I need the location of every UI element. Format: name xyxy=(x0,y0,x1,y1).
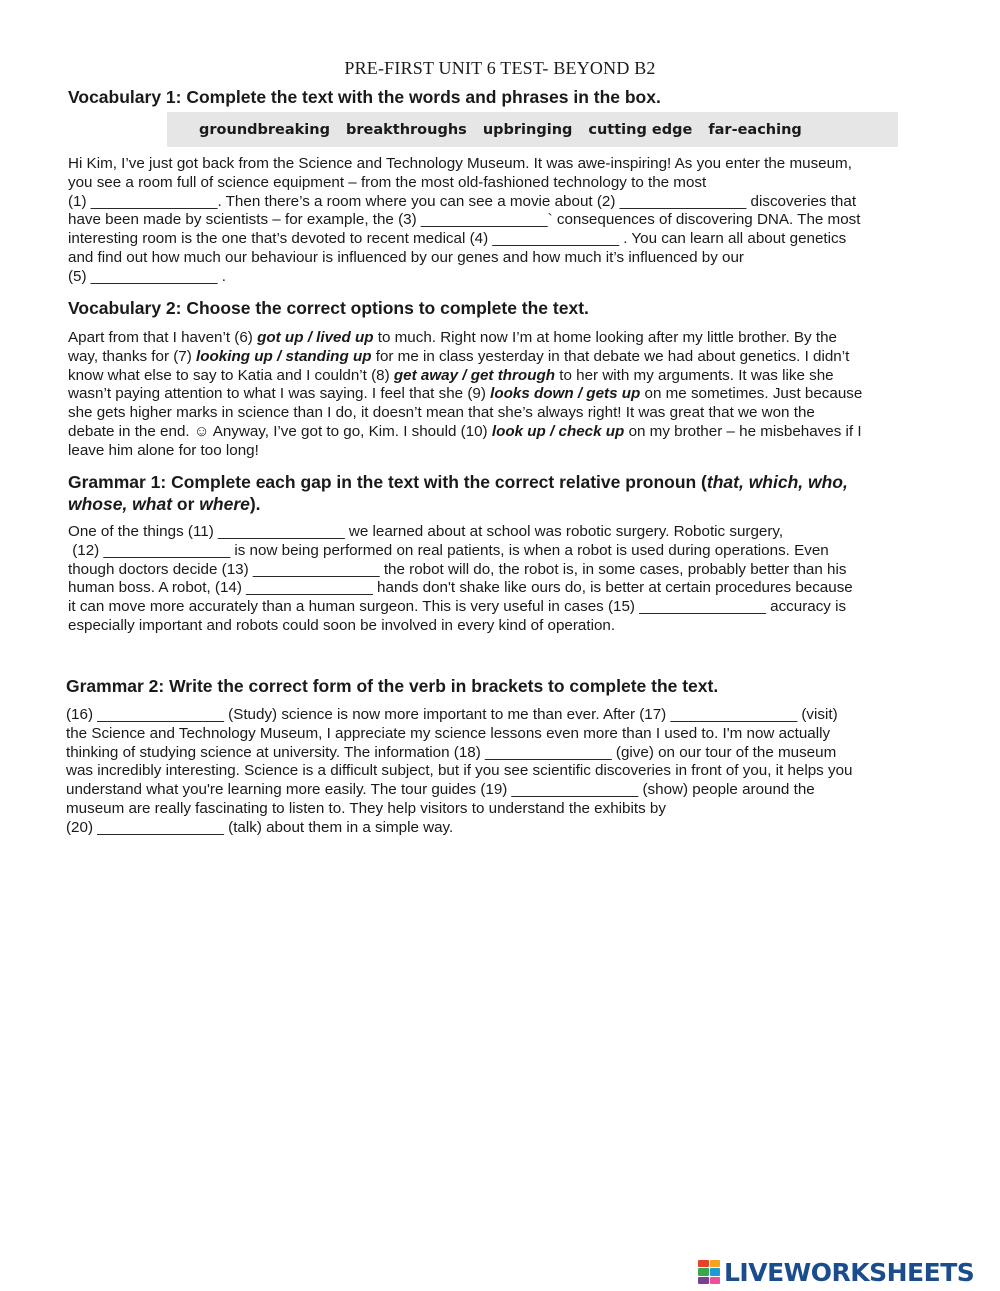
word-box-item: cutting edge xyxy=(588,121,693,138)
text-line: interesting room is the one that’s devoted to recent medical (4) _______________ . You can learn all about genetics xyxy=(68,230,847,248)
option-choice[interactable]: looking up / standing up xyxy=(196,347,372,365)
text-line: Hi Kim, I’ve just got back from the Science and Technology Museum. It was awe-inspiring! As you enter the museum, xyxy=(68,155,852,172)
text-line: One of the things (11) _______________ we learned about at school was robotic surgery. Robotic surgery, xyxy=(68,523,784,540)
text-line: museum are really fascinating to listen to. They help visitors to understand the exhibits by xyxy=(66,799,666,817)
vocab2-text xyxy=(68,329,928,461)
text-line: was incredibly interesting. Science is a difficult subject, but if you see scientific discoveries in front of you, it helps you xyxy=(66,762,853,780)
text-line: (5) _______________ . xyxy=(68,267,226,285)
text-line: the Science and Technology Museum, I appreciate my science lessons even more than I used to. I'm now actually xyxy=(66,724,831,742)
text-line: have been made by scientists – for example, the (3) _______________` consequences of discovering DNA. The most xyxy=(68,211,861,229)
text-line: human boss. A robot, (14) _______________ hands don't shake like ours do, is better at certain procedures because xyxy=(68,579,853,597)
liveworksheets-logo xyxy=(698,1257,974,1287)
grammar2-heading: Grammar 2: Write the correct form of the verb in brackets to complete the text. xyxy=(66,676,719,696)
text-line: debate in the end. ☺ Anyway, I’ve got to go, Kim. I should (10) look up / check up on my brother – he misbehaves if I xyxy=(68,422,862,440)
vocab2-heading: Vocabulary 2: Choose the correct options to complete the text. xyxy=(68,298,589,318)
page-title: PRE-FIRST UNIT 6 TEST- BEYOND B2 xyxy=(344,58,656,78)
vocab1-heading: Vocabulary 1: Complete the text with the words and phrases in the box. xyxy=(68,87,661,107)
text-line: (1) _______________. Then there’s a room where you can see a movie about (2) _______________ discoveries that xyxy=(68,192,857,210)
text-line: (20) _______________ (talk) about them in a simple way. xyxy=(66,818,454,836)
text-line: leave him alone for too long! xyxy=(68,441,259,459)
text-line: wasn’t paying attention to what I was saying. I feel that she (9) looks down / gets up on me sometimes. Just because xyxy=(68,385,863,403)
text-line: way, thanks for (7) looking up / standing up for me in class yesterday in that debate we had about genetics. I didn’t xyxy=(68,347,850,365)
text-line: (12) _______________ is now being performed on real patients, is when a robot is used during operations. Even xyxy=(68,541,829,559)
option-choice[interactable]: got up / lived up xyxy=(257,329,374,346)
text-line: she gets higher marks in science than I do, it doesn’t mean that she’s always right! It was great that we won the xyxy=(68,404,815,422)
text-line: (16) _______________ (Study) science is now more important to me than ever. After (17) _______________ (visit) xyxy=(66,706,838,723)
text-line: and find out how much our behaviour is influenced by our genes and how much it’s influenced by our xyxy=(68,248,744,266)
grammar1-heading: Grammar 1: Complete each gap in the text with the correct relative pronoun (that, which, who, whose, what or where). xyxy=(68,472,848,514)
word-box-item: upbringing xyxy=(482,121,573,138)
word-box-item: far-eaching xyxy=(708,121,802,138)
grammar2-text xyxy=(66,706,926,838)
text-line: thinking of studying science at university. The information (18) _______________ (give) on our tour of the museum xyxy=(66,743,837,761)
liveworksheets-logo-icon xyxy=(698,1260,720,1284)
word-box-item: groundbreaking xyxy=(199,121,330,138)
vocab1-text xyxy=(68,155,928,287)
text-line: though doctors decide (13) _______________ the robot will do, the robot is, in some cases, probably better than his xyxy=(68,560,847,578)
text-line: understand what you're learning more easily. The tour guides (19) _______________ (show) people around the xyxy=(66,781,815,799)
option-choice[interactable]: look up / check up xyxy=(491,422,625,440)
text-line: especially important and robots could soon be involved in every kind of operation. xyxy=(68,616,616,634)
text-line: know what else to say to Katia and I couldn’t (8) get away / get through to her with my arguments. It was like she xyxy=(68,366,834,384)
word-box xyxy=(167,112,898,147)
word-box-item: breakthroughs xyxy=(345,121,467,138)
logo-text: LIVEWORKSHEETS xyxy=(724,1257,975,1287)
text-line: it can move more accurately than a human surgeon. This is very useful in cases (15) _______________ accuracy is xyxy=(68,598,847,616)
text-line: you see a room full of science equipment – from the most old-fashioned technology to the most xyxy=(68,173,707,191)
option-choice[interactable]: get away / get through xyxy=(393,366,556,384)
option-choice[interactable]: looks down / gets up xyxy=(490,385,641,403)
text-line: Apart from that I haven’t (6) got up / lived up to much. Right now I’m at home looking after my little brother. By the xyxy=(68,329,837,346)
grammar1-text xyxy=(68,523,928,636)
